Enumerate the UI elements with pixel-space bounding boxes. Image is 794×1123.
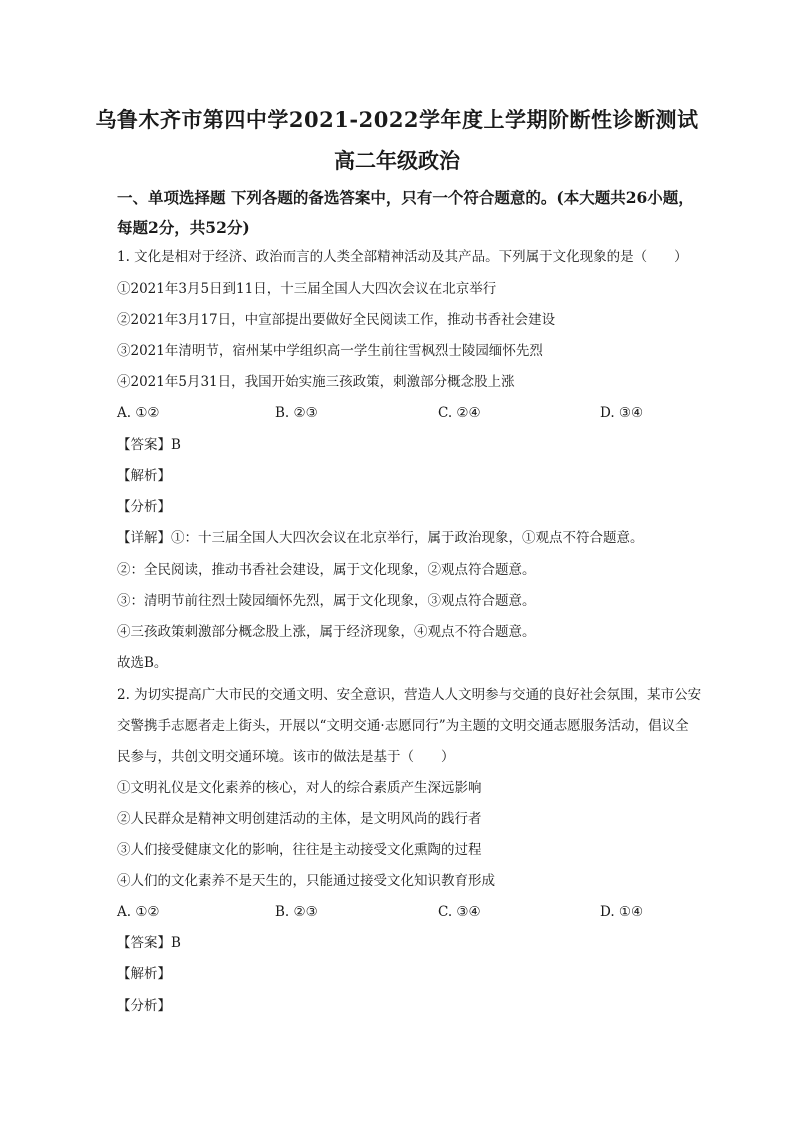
q2-item-4: ④人们的文化素养不是天生的，只能通过接受文化知识教育形成 (117, 873, 495, 889)
q2-stem: 2. 为切实提高广大市民的交通文明、安全意识，营造人人文明参与交通的良好社会氛围，某市公安交警携手志愿者走上街头，开展以“文明交通·志愿同行”为主题的文明交通志愿服务活动，倡议全民参与，共创文明交通环境。该市的做法是基于（ ） (117, 687, 702, 765)
q1-stem: 1. 文化是相对于经济、政治而言的人类全部精神活动及其产品。下列属于文化现象的是（ ） (117, 249, 688, 265)
q1-answer: 【答案】B (117, 437, 181, 453)
q2-option-c: C. ③④ (438, 904, 481, 920)
q2-analysis-label: 【解析】 (117, 966, 171, 982)
q2-option-a: A. ①② (117, 904, 160, 920)
q1-item-4: ④2021年5月31日，我国开始实施三孩政策，刺激部分概念股上涨 (117, 374, 515, 390)
q1-fenxi-label: 【分析】 (117, 499, 171, 515)
exam-subtitle: 高二年级政治 (334, 148, 460, 173)
q2-item-3: ③人们接受健康文化的影响，往往是主动接受文化熏陶的过程 (117, 842, 482, 858)
q2-item-1: ①文明礼仪是文化素养的核心，对人的综合素质产生深远影响 (117, 780, 482, 796)
q1-option-a: A. ①② (117, 405, 160, 421)
q1-detail-2: ②：全民阅读，推动书香社会建设，属于文化现象，②观点符合题意。 (117, 562, 536, 578)
q1-detail-1 (117, 528, 702, 548)
q2-fenxi-label: 【分析】 (117, 998, 171, 1014)
q1-detail-text-1: ①：十三届全国人大四次会议在北京举行，属于政治现象，①观点不符合题意。 (171, 530, 644, 546)
q2-item-2: ②人民群众是精神文明创建活动的主体，是文明风尚的践行者 (117, 811, 482, 827)
q2-option-b: B. ②③ (275, 904, 318, 920)
q1-option-d: D. ③④ (600, 405, 644, 421)
q1-analysis-label: 【解析】 (117, 468, 171, 484)
q1-item-1: ①2021年3月5日到11日，十三届全国人大四次会议在北京举行 (117, 281, 497, 297)
section-heading: 一、单项选择题 下列各题的备选答案中，只有一个符合题意的。(本大题共26小题，每题2分，共52分) (117, 188, 694, 237)
q1-option-c: C. ②④ (438, 405, 481, 421)
exam-title: 乌鲁木齐市第四中学2021-2022学年度上学期阶断性诊断测试 (95, 107, 699, 132)
q1-conclusion: 故选B。 (117, 655, 168, 671)
q2-option-d: D. ①④ (600, 904, 644, 920)
q1-detail-4: ④三孩政策刺激部分概念股上涨，属于经济现象，④观点不符合题意。 (117, 624, 536, 640)
q1-item-2: ②2021年3月17日，中宣部提出要做好全民阅读工作，推动书香社会建设 (117, 312, 556, 328)
q1-detail-label: 【详解】 (117, 530, 171, 546)
q1-detail-3: ③：清明节前往烈士陵园缅怀先烈，属于文化现象，③观点符合题意。 (117, 593, 536, 609)
q1-item-3: ③2021年清明节，宿州某中学组织高一学生前往雪枫烈士陵园缅怀先烈 (117, 343, 543, 359)
q2-answer: 【答案】B (117, 935, 181, 951)
q1-option-b: B. ②③ (275, 405, 318, 421)
